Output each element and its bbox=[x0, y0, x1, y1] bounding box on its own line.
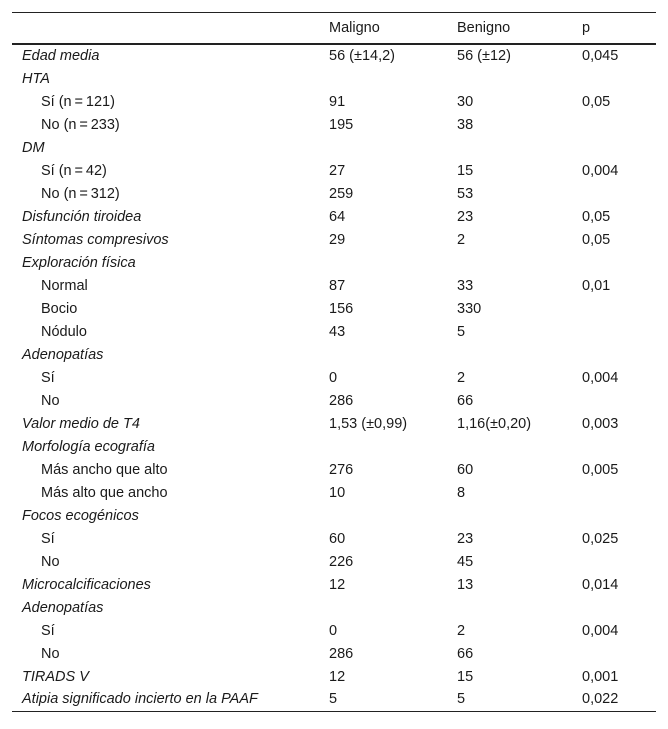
cell-maligno bbox=[319, 136, 447, 159]
cell-maligno: 91 bbox=[329, 93, 346, 110]
table-row bbox=[12, 665, 656, 688]
cell-benigno: 13 bbox=[457, 576, 474, 593]
cell-maligno: 12 bbox=[329, 576, 346, 593]
cell-maligno bbox=[319, 343, 447, 366]
table-row bbox=[12, 251, 656, 274]
row-label: Sí bbox=[41, 530, 55, 547]
row-label: Más ancho que alto bbox=[41, 461, 168, 478]
data-table-container bbox=[12, 12, 656, 712]
cell-p-value bbox=[572, 320, 656, 343]
cell-maligno: 10 bbox=[329, 484, 346, 501]
cell-benigno: 8 bbox=[457, 484, 466, 501]
cell-p-value: 0,022 bbox=[582, 691, 619, 708]
row-label: Adenopatías bbox=[22, 346, 104, 363]
cell-benigno: 23 bbox=[457, 208, 474, 225]
table-row bbox=[12, 550, 656, 573]
row-label: Más alto que ancho bbox=[41, 484, 168, 501]
table-row bbox=[12, 90, 656, 113]
cell-maligno bbox=[319, 504, 447, 527]
cell-benigno bbox=[447, 504, 572, 527]
table-row bbox=[12, 642, 656, 665]
row-label: Normal bbox=[41, 277, 88, 294]
row-label: Síntomas compresivos bbox=[22, 231, 169, 248]
cell-p-value: 0,003 bbox=[582, 415, 619, 432]
cell-maligno bbox=[319, 251, 447, 274]
table-row bbox=[12, 343, 656, 366]
cell-benigno: 2 bbox=[457, 622, 466, 639]
cell-benigno: 33 bbox=[457, 277, 474, 294]
cell-benigno bbox=[447, 136, 572, 159]
cell-benigno: 2 bbox=[457, 369, 466, 386]
row-label: Atipia significado incierto en la PAAF bbox=[22, 691, 258, 708]
cell-maligno: 29 bbox=[329, 231, 346, 248]
cell-maligno: 5 bbox=[329, 691, 338, 708]
row-label: Exploración física bbox=[22, 254, 136, 271]
cell-maligno: 12 bbox=[329, 668, 346, 685]
row-label: Nódulo bbox=[41, 323, 87, 340]
table-row bbox=[12, 67, 656, 90]
cell-maligno: 286 bbox=[329, 645, 354, 662]
table-row bbox=[12, 596, 656, 619]
cell-p-value: 0,025 bbox=[582, 530, 619, 547]
cell-maligno: 56 (±14,2) bbox=[329, 48, 395, 64]
cell-maligno bbox=[319, 596, 447, 619]
cell-p-value bbox=[572, 182, 656, 205]
cell-maligno: 64 bbox=[329, 208, 346, 225]
table-row bbox=[12, 113, 656, 136]
cell-maligno bbox=[319, 67, 447, 90]
cell-benigno: 1,16(±0,20) bbox=[457, 415, 532, 432]
header-row bbox=[12, 13, 656, 45]
row-label: Morfología ecografía bbox=[22, 438, 155, 455]
cell-benigno: 60 bbox=[457, 461, 474, 478]
cell-p-value bbox=[572, 504, 656, 527]
table-row bbox=[12, 320, 656, 343]
header-benigno: Benigno bbox=[457, 20, 511, 36]
cell-maligno bbox=[319, 435, 447, 458]
cell-maligno: 60 bbox=[329, 530, 346, 547]
row-label: Sí bbox=[41, 369, 55, 386]
row-label: No bbox=[41, 553, 60, 570]
cell-p-value: 0,01 bbox=[582, 277, 611, 294]
table-row bbox=[12, 182, 656, 205]
cell-maligno: 226 bbox=[329, 553, 354, 570]
cell-p-value: 0,001 bbox=[582, 668, 619, 685]
table-row bbox=[12, 205, 656, 228]
cell-p-value bbox=[572, 481, 656, 504]
cell-benigno: 45 bbox=[457, 553, 474, 570]
row-label: Focos ecogénicos bbox=[22, 507, 139, 524]
row-label: Adenopatías bbox=[22, 599, 104, 616]
row-label: Edad media bbox=[22, 48, 100, 64]
cell-maligno: 195 bbox=[329, 116, 354, 133]
table-row bbox=[12, 366, 656, 389]
table-row bbox=[12, 481, 656, 504]
cell-maligno: 1,53 (±0,99) bbox=[329, 415, 408, 432]
cell-benigno bbox=[447, 596, 572, 619]
table-row bbox=[12, 688, 656, 711]
row-label: DM bbox=[22, 139, 45, 156]
cell-maligno: 87 bbox=[329, 277, 346, 294]
row-label: TIRADS V bbox=[22, 668, 89, 685]
table-row bbox=[12, 412, 656, 435]
cell-p-value bbox=[572, 251, 656, 274]
table-row bbox=[12, 159, 656, 182]
cell-benigno: 66 bbox=[457, 392, 474, 409]
table-row bbox=[12, 389, 656, 412]
cell-benigno: 38 bbox=[457, 116, 474, 133]
row-label: No (n = 312) bbox=[41, 185, 120, 202]
cell-p-value: 0,045 bbox=[582, 48, 619, 64]
cell-p-value: 0,05 bbox=[582, 208, 611, 225]
cell-maligno: 0 bbox=[329, 622, 338, 639]
cell-benigno bbox=[447, 343, 572, 366]
cell-benigno: 23 bbox=[457, 530, 474, 547]
row-label: HTA bbox=[22, 70, 50, 87]
cell-p-value bbox=[572, 136, 656, 159]
cell-p-value: 0,005 bbox=[582, 461, 619, 478]
row-label: Sí (n = 121) bbox=[41, 93, 115, 110]
row-label: Sí (n = 42) bbox=[41, 162, 107, 179]
row-label: No bbox=[41, 645, 60, 662]
cell-p-value bbox=[572, 642, 656, 665]
row-label: Disfunción tiroidea bbox=[22, 208, 142, 225]
table-row bbox=[12, 44, 656, 67]
cell-p-value: 0,014 bbox=[582, 576, 619, 593]
header-label-column bbox=[12, 13, 319, 45]
cell-benigno bbox=[447, 67, 572, 90]
cell-p-value bbox=[572, 389, 656, 412]
data-table bbox=[12, 12, 656, 712]
cell-p-value: 0,004 bbox=[582, 622, 619, 639]
cell-benigno: 330 bbox=[457, 300, 482, 317]
row-label: No (n = 233) bbox=[41, 116, 120, 133]
cell-benigno bbox=[447, 251, 572, 274]
table-row bbox=[12, 435, 656, 458]
cell-p-value bbox=[572, 297, 656, 320]
table-row bbox=[12, 573, 656, 596]
row-label: No bbox=[41, 392, 60, 409]
cell-maligno: 286 bbox=[329, 392, 354, 409]
cell-maligno: 276 bbox=[329, 461, 354, 478]
row-label: Sí bbox=[41, 622, 55, 639]
cell-p-value bbox=[572, 113, 656, 136]
cell-benigno: 30 bbox=[457, 93, 474, 110]
table-header bbox=[12, 13, 656, 45]
cell-benigno: 2 bbox=[457, 231, 466, 248]
table-body bbox=[12, 44, 656, 711]
cell-maligno: 259 bbox=[329, 185, 354, 202]
table-row bbox=[12, 136, 656, 159]
table-row bbox=[12, 274, 656, 297]
header-p-value: p bbox=[582, 20, 591, 36]
header-maligno: Maligno bbox=[329, 20, 380, 36]
cell-maligno: 156 bbox=[329, 300, 354, 317]
cell-maligno: 0 bbox=[329, 369, 338, 386]
table-row bbox=[12, 458, 656, 481]
cell-p-value: 0,004 bbox=[582, 162, 619, 179]
row-label: Bocio bbox=[41, 300, 78, 317]
cell-benigno: 66 bbox=[457, 645, 474, 662]
cell-p-value bbox=[572, 343, 656, 366]
cell-p-value bbox=[572, 435, 656, 458]
cell-benigno: 15 bbox=[457, 162, 474, 179]
cell-benigno: 5 bbox=[457, 691, 466, 708]
table-row bbox=[12, 504, 656, 527]
cell-benigno: 53 bbox=[457, 185, 474, 202]
cell-p-value bbox=[572, 550, 656, 573]
cell-p-value: 0,004 bbox=[582, 369, 619, 386]
cell-p-value: 0,05 bbox=[582, 93, 611, 110]
cell-p-value: 0,05 bbox=[582, 231, 611, 248]
row-label: Valor medio de T4 bbox=[22, 415, 140, 432]
table-row bbox=[12, 527, 656, 550]
table-row bbox=[12, 228, 656, 251]
row-label: Microcalcificaciones bbox=[22, 576, 151, 593]
cell-p-value bbox=[572, 67, 656, 90]
cell-maligno: 27 bbox=[329, 162, 346, 179]
table-row bbox=[12, 297, 656, 320]
cell-benigno: 15 bbox=[457, 668, 474, 685]
cell-p-value bbox=[572, 596, 656, 619]
cell-maligno: 43 bbox=[329, 323, 346, 340]
cell-benigno: 5 bbox=[457, 323, 466, 340]
table-row bbox=[12, 619, 656, 642]
cell-benigno: 56 (±12) bbox=[457, 48, 511, 64]
cell-benigno bbox=[447, 435, 572, 458]
